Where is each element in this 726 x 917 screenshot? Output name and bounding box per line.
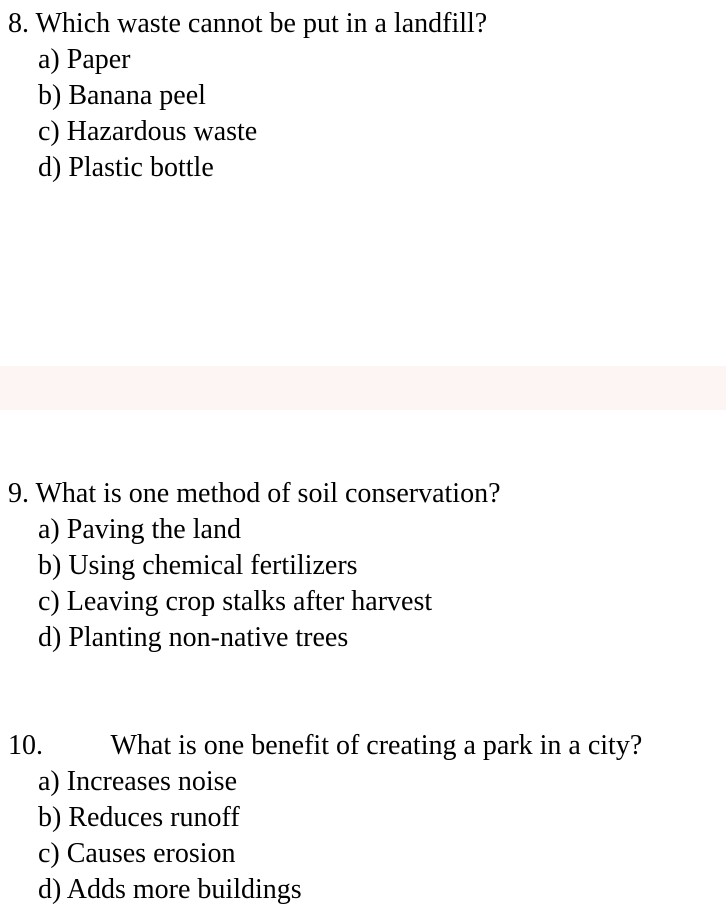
question-10-text: What is one benefit of creating a park in a city? [110, 730, 643, 761]
question-9-option-b: b) Using chemical fertilizers [38, 550, 358, 581]
question-10-option-c: c) Causes erosion [38, 838, 236, 869]
question-10 [0, 728, 726, 908]
page-break-band [0, 366, 726, 410]
question-10-option-b: b) Reduces runoff [38, 802, 240, 833]
question-8-option-a: a) Paper [38, 44, 131, 75]
question-9 [0, 476, 726, 656]
question-9-option-a: a) Paving the land [38, 514, 241, 545]
question-9-number: 9. [8, 478, 29, 509]
question-10-option-a: a) Increases noise [38, 766, 238, 797]
question-9-text: What is one method of soil conservation? [35, 478, 501, 509]
question-8 [0, 6, 726, 186]
question-10-line [0, 728, 726, 764]
question-9-options [0, 512, 726, 656]
question-8-option-d: d) Plastic bottle [38, 152, 214, 183]
question-9-option-d: d) Planting non-native trees [38, 622, 349, 653]
question-10-number: 10. [8, 730, 43, 761]
question-10-option-d: d) Adds more buildings [38, 874, 302, 905]
question-8-line [0, 6, 726, 42]
question-10-options [0, 764, 726, 908]
question-8-number: 8. [8, 8, 29, 39]
question-8-option-c: c) Hazardous waste [38, 116, 258, 147]
question-8-options [0, 42, 726, 186]
question-9-option-c: c) Leaving crop stalks after harvest [38, 586, 433, 617]
question-8-text: Which waste cannot be put in a landfill? [35, 8, 488, 39]
question-9-line [0, 476, 726, 512]
question-8-option-b: b) Banana peel [38, 80, 206, 111]
